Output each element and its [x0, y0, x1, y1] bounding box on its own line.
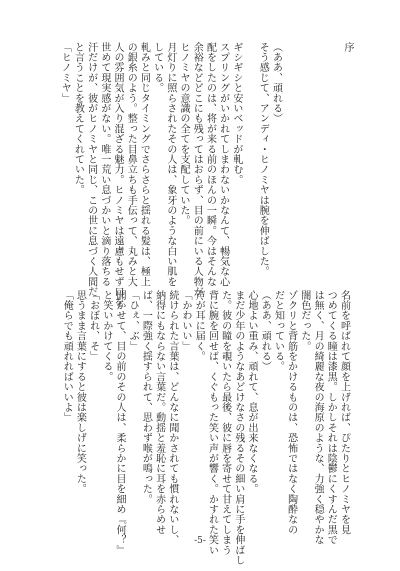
- text-line: （ああ、頑れる）: [270, 42, 282, 124]
- text-line: た。彼の瞳を覗いたら最後、彼に唇を寄せて甘えてしまう: [219, 290, 231, 556]
- text-line: 月灯りに照らされたその人は、象牙のような白い肌を: [164, 42, 176, 287]
- text-line: まだ少年のようなあどけなさの残るその細い肩に手を伸ばし: [232, 290, 244, 566]
- text-line: 思うまま言葉にすると彼は楽しげに笑った。: [74, 290, 86, 494]
- text-line: 「おぼれ、そ」: [87, 290, 99, 362]
- text-line: ギシギシと安いベッドが軋む。: [230, 42, 242, 185]
- text-line: ば、一際強く揺すられて、思わず喉が鳴った。: [140, 290, 152, 505]
- text-line: 汗だけが、彼がヒノミヤと同じ、この世に息づく人間だ: [85, 42, 97, 297]
- text-line: 聞かせて、目の前のその人は、柔らかに目を細め『何？』: [114, 290, 126, 556]
- page-title: 序: [342, 42, 353, 52]
- text-line: と笑いかけてくる。: [100, 290, 112, 382]
- text-line: だと知っている。: [272, 290, 284, 372]
- text-line: 配をしたのは、将が来る前のほんの一瞬。今はそんな: [204, 42, 216, 287]
- text-line: 闇色だった。: [298, 290, 310, 352]
- text-line: 名前を呼ばれて顔を上げれば、ぴたりとヒノミヤを見: [338, 290, 350, 535]
- text-line: （ああ、頑れる）: [259, 290, 271, 372]
- text-line: 人の雰囲気が入り混ざる魅力。ヒノミヤは遠慮もせず口を: [112, 42, 124, 308]
- text-line: 背に腕を回せば、くぐもった笑い声が響く。かすれた笑い: [206, 290, 218, 556]
- page-number: -5-: [194, 536, 206, 546]
- text-line: 余裕などどこにも残ってはおらず、目の前にいる人物が、: [191, 42, 203, 308]
- text-line: と言うことを教えてくれていた。: [72, 42, 84, 195]
- text-line: 「俺らでも頑れればいいよ」: [61, 290, 73, 423]
- text-line: ヒノミヤの意識の全てを支配していた。: [178, 42, 190, 226]
- text-line: ゾクリと背筋をかけるものは、恐怖ではなく陶酔なの: [285, 290, 297, 535]
- text-line: [243, 42, 256, 290]
- text-line: の銀糸のよう。整った目鼻立ちも手伝って、丸みと大: [125, 42, 137, 287]
- text-line: スプリングがいかれてしまわないかなんて、暢気な心: [217, 42, 229, 287]
- text-line: 「ヒノミヤ」: [59, 42, 71, 104]
- top-text-block: [58, 42, 282, 308]
- text-line: つめてくる瞳は漆黒。しかしそれは陰鬱にくすんだ黒で: [325, 290, 337, 545]
- text-line: している。: [151, 42, 163, 93]
- text-line: 「かわいい」: [180, 290, 192, 352]
- text-line: 心地よい重み、頑れて、息が出来なくなる。: [246, 290, 258, 494]
- bottom-text-block: [60, 290, 350, 566]
- text-line: 納得にもならない言葉だ。動揺と羞恥に耳を赤らめせ: [153, 290, 165, 535]
- text-line: 「ひぇ、ぶ」: [127, 290, 139, 352]
- text-line: 続けられた言葉は、どんなに聞かされても慣れないし、: [166, 290, 178, 545]
- text-line: 軋みと同じタイミングでさらさらと揺れる髪は、極上: [138, 42, 150, 287]
- text-line: 声が耳に届く。: [193, 290, 205, 362]
- text-line: 世めて現実感がない。唯一荒い息づかいと滴り落ちる: [98, 42, 110, 287]
- text-line: は無く、月の綺麗な夜の海原のような、力強く穏やかな: [312, 290, 324, 545]
- text-line: そう感じて、アンディ・ヒノミヤは腕を伸ばした。: [257, 42, 269, 277]
